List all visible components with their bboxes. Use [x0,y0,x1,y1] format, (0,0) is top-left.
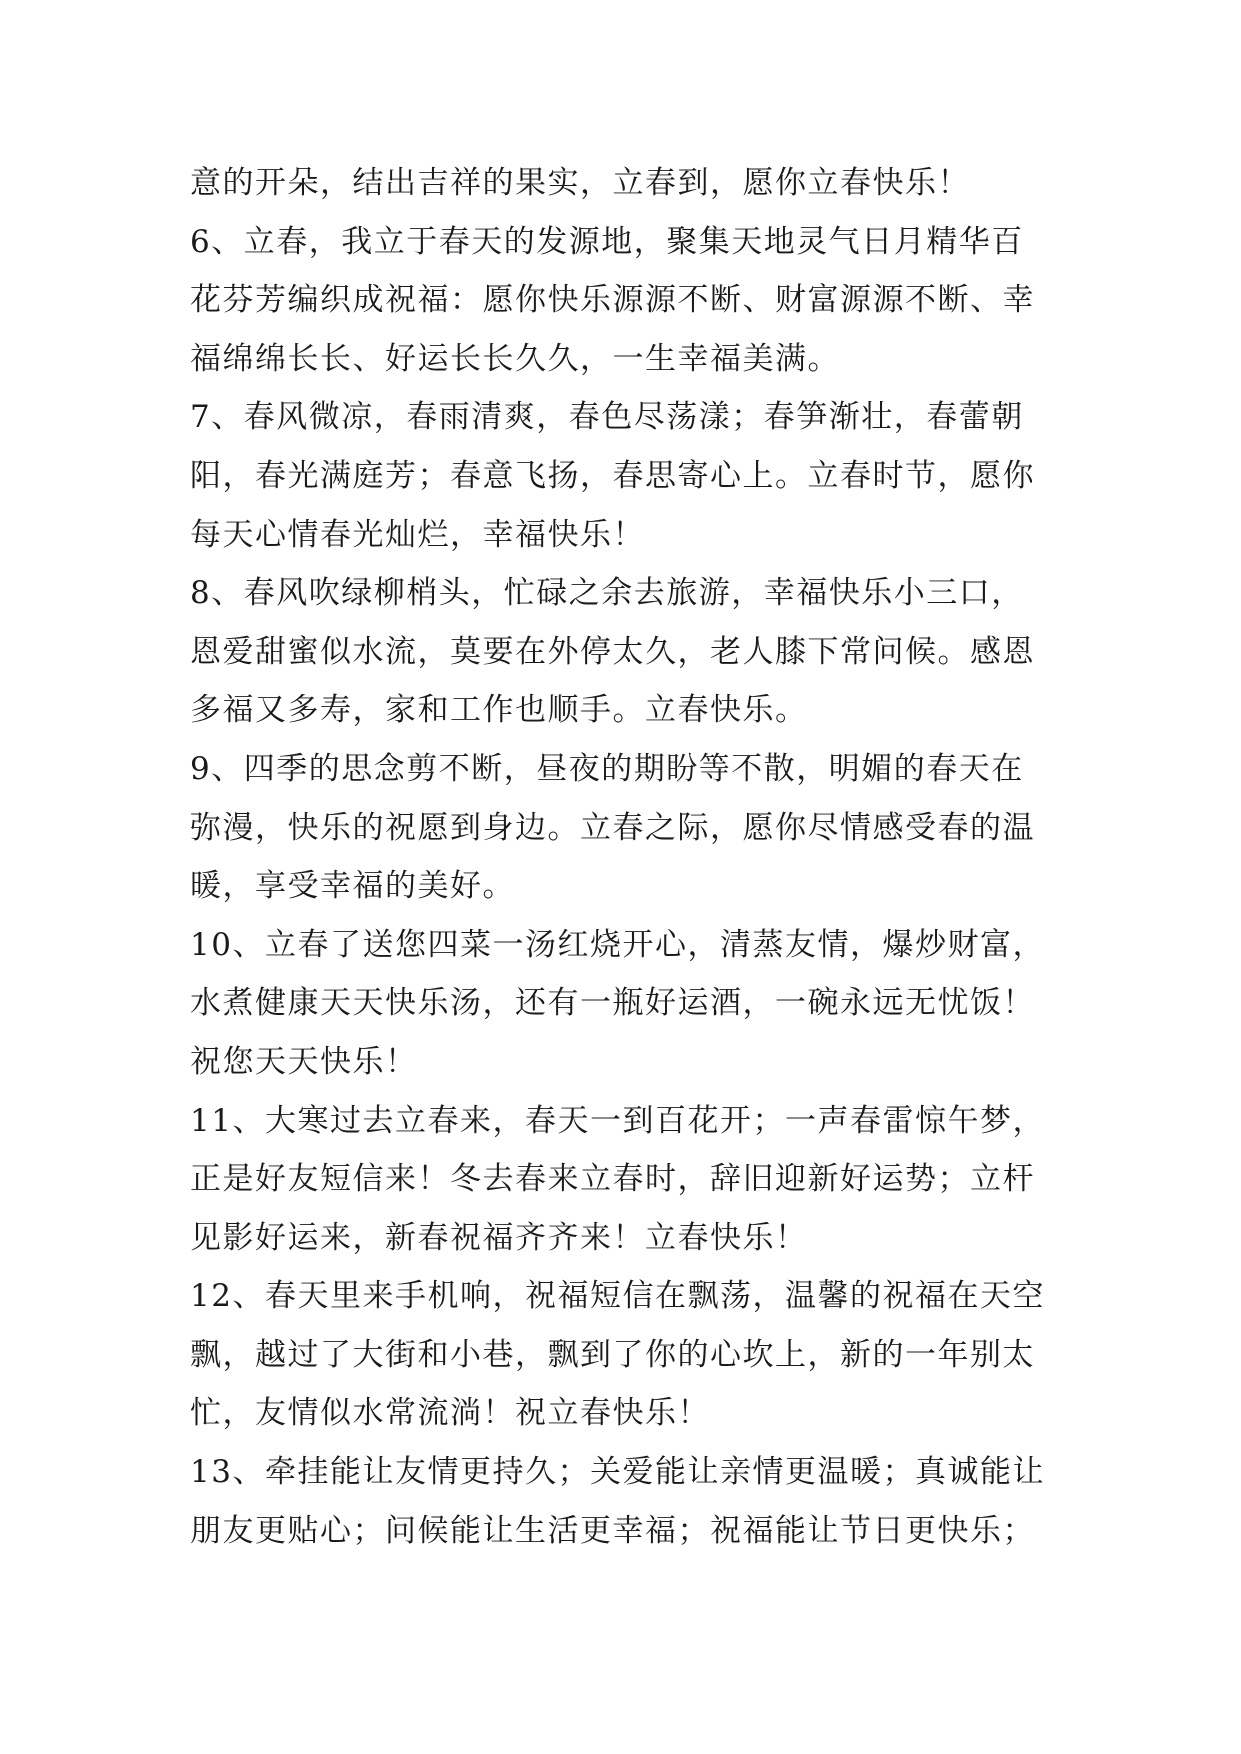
text-line: 多福又多寿，家和工作也顺手。立春快乐。 [190,692,808,729]
text-line: 朋友更贴心；问候能让生活更幸福；祝福能让节日更快乐； [190,1512,1035,1549]
text-line: 水煮健康天天快乐汤，还有一瓶好运酒，一碗永远无忧饭！ [190,985,1035,1022]
text-line: 忙，友情似水常流淌！祝立春快乐！ [190,1395,710,1432]
text-line: 阳，春光满庭芳；春意飞扬，春思寄心上。立春时节，愿你 [190,457,1035,494]
text-line: 7、春风微凉，春雨清爽，春色尽荡漾；春笋渐壮，春蕾朝 [190,399,1024,436]
text-line: 8、春风吹绿柳梢头，忙碌之余去旅游，幸福快乐小三口， [190,575,1024,612]
text-line: 飘，越过了大街和小巷，飘到了你的心坎上，新的一年别太 [190,1336,1035,1373]
text-line: 11、大寒过去立春来，春天一到百花开；一声春雷惊午梦， [190,1102,1045,1139]
text-line: 意的开朵，结出吉祥的果实，立春到，愿你立春快乐！ [190,165,970,201]
text-line: 恩爱甜蜜似水流，莫要在外停太久，老人膝下常问候。感恩 [190,633,1035,670]
text-line: 祝您天天快乐！ [190,1043,418,1080]
text-line: 13、牵挂能让友情更持久；关爱能让亲情更温暖；真诚能让 [190,1454,1045,1491]
text-line: 正是好友短信来！冬去春来立春时，辞旧迎新好运势；立杆 [190,1161,1035,1198]
text-line: 见影好运来，新春祝福齐齐来！立春快乐！ [190,1219,808,1256]
text-line: 9、四季的思念剪不断，昼夜的期盼等不散，明媚的春天在 [190,750,1024,787]
text-line: 福绵绵长长、好运长长久久，一生幸福美满。 [190,340,840,377]
document-body [190,154,1070,1560]
text-line: 12、春天里来手机响，祝福短信在飘荡，温馨的祝福在天空 [190,1278,1045,1315]
text-line: 6、立春，我立于春天的发源地，聚集天地灵气日月精华百 [190,223,1024,260]
text-line: 花芬芳编织成祝福：愿你快乐源源不断、财富源源不断、幸 [190,282,1035,319]
text-line: 每天心情春光灿烂，幸福快乐！ [190,516,645,553]
text-line: 10、立春了送您四菜一汤红烧开心，清蒸友情，爆炒财富， [190,926,1045,963]
text-line: 暖，享受幸福的美好。 [190,868,515,905]
text-line: 弥漫，快乐的祝愿到身边。立春之际，愿你尽情感受春的温 [190,809,1035,846]
